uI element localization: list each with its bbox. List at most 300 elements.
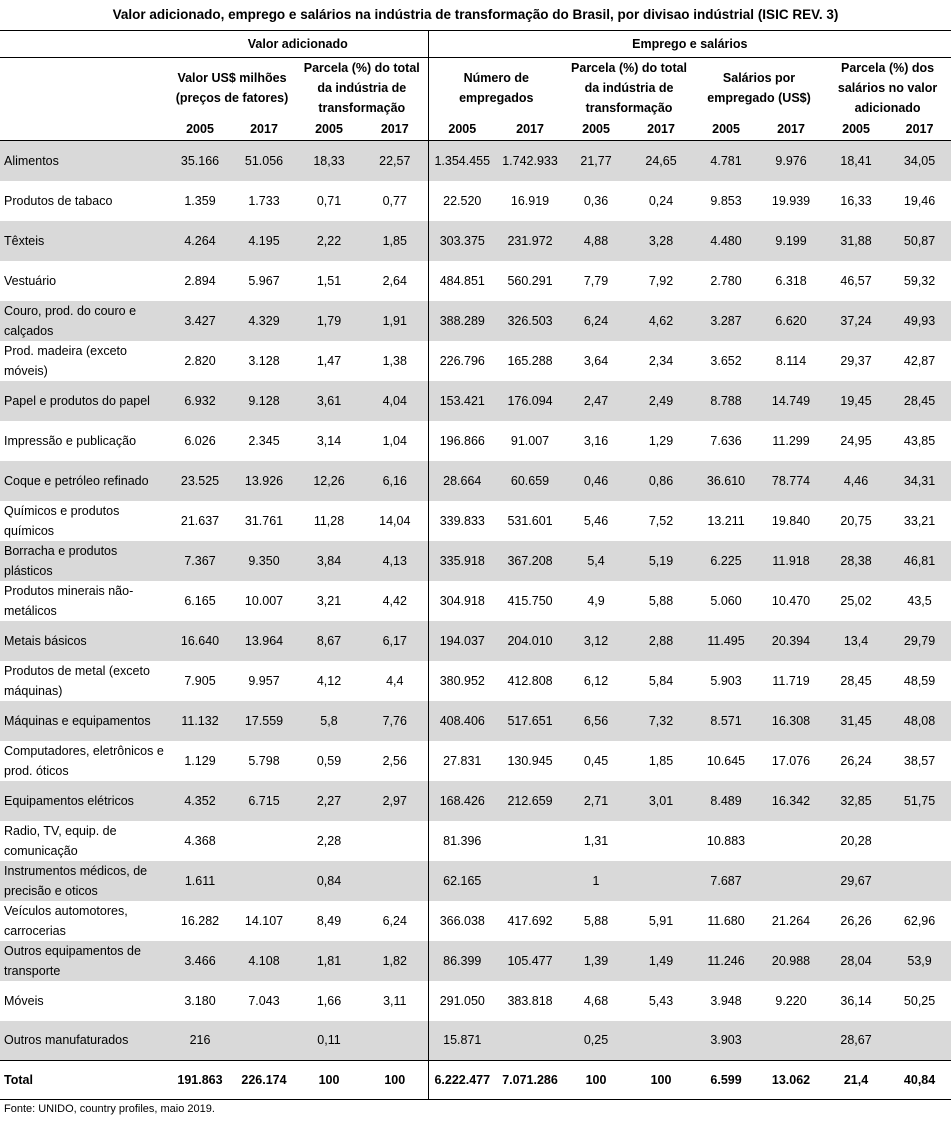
table-cell: 4,04	[362, 381, 428, 421]
table-cell: 1.359	[184, 193, 216, 208]
table-cell: 2,28	[316, 833, 342, 848]
total-cell: 226.174	[232, 1061, 296, 1100]
table-cell: 2,27	[296, 781, 362, 821]
table-cell: 3.427	[168, 301, 232, 341]
table-cell: 19.840	[771, 513, 811, 528]
table-cell: 28,45	[840, 673, 872, 688]
table-cell: 16,33	[840, 193, 872, 208]
table-cell: 4.480	[694, 221, 758, 261]
table-cell: 34,31	[888, 461, 951, 501]
table-cell: 4,13	[362, 541, 428, 581]
table-cell: 6,56	[564, 701, 628, 741]
table-cell: 1,85	[362, 221, 428, 261]
table-cell: 50,87	[888, 221, 951, 261]
table-cell: 5,8	[296, 701, 362, 741]
table-cell: 16.342	[758, 781, 824, 821]
table-cell: 8.114	[775, 353, 807, 368]
group-header-emprego: Emprego e salários	[428, 31, 951, 58]
table-cell: 4,62	[628, 301, 694, 341]
table-cell: 216	[168, 1021, 232, 1061]
table-cell: 3.652	[710, 353, 742, 368]
year-header: 2017	[758, 118, 824, 141]
table-cell: 16.640	[168, 621, 232, 661]
table-row	[0, 141, 951, 181]
subheader-parcela-salarios: Parcela (%) dos salários no valor adicionado	[837, 61, 938, 115]
table-cell: 4,42	[382, 593, 407, 608]
table-cell: 62.165	[428, 861, 496, 901]
table-row	[0, 461, 951, 501]
table-cell: 335.918	[428, 541, 496, 581]
total-cell: 21,4	[824, 1061, 888, 1100]
table-cell	[496, 1021, 564, 1061]
table-cell	[496, 821, 564, 861]
table-cell: 46,57	[840, 273, 872, 288]
table-cell: 7,76	[362, 701, 428, 741]
table-cell: 33,21	[903, 513, 936, 528]
table-row	[0, 781, 951, 821]
table-cell: 8.571	[694, 701, 758, 741]
table-row	[0, 701, 951, 741]
table-cell: 303.375	[428, 221, 496, 261]
table-body	[0, 141, 951, 1100]
total-cell: 6.222.477	[428, 1061, 496, 1100]
table-cell: 60.659	[496, 461, 564, 501]
table-cell: 168.426	[428, 781, 496, 821]
table-cell: 517.651	[496, 701, 564, 741]
table-cell: 2.780	[710, 273, 742, 288]
table-cell: 204.010	[496, 621, 564, 661]
table-row	[0, 941, 951, 981]
row-label: Produtos de tabaco	[4, 193, 113, 208]
table-cell: 3,28	[628, 221, 694, 261]
year-header: 2005	[168, 118, 232, 141]
table-cell: 18,41	[824, 141, 888, 181]
table-cell: 24,95	[840, 433, 872, 448]
table-cell: 6,17	[362, 621, 428, 661]
table-cell: 3,84	[296, 541, 362, 581]
table-cell: 29,79	[888, 621, 951, 661]
table-cell: 6.620	[758, 301, 824, 341]
table-cell: 4.781	[694, 141, 758, 181]
table-cell: 2,88	[628, 621, 694, 661]
table-cell: 4.368	[184, 833, 216, 848]
table-cell	[232, 1021, 296, 1061]
table-cell: 2,56	[382, 753, 407, 768]
table-row	[0, 221, 951, 261]
table-cell	[888, 1021, 951, 1061]
table-cell: 2,71	[564, 781, 628, 821]
total-cell: 40,84	[888, 1061, 951, 1100]
table-cell: 1,82	[362, 941, 428, 981]
table-cell: 48,59	[903, 673, 936, 688]
row-label: Impressão e publicação	[4, 433, 137, 448]
table-cell: 2.820	[184, 353, 216, 368]
table-cell: 81.396	[428, 821, 496, 861]
table-cell: 49,93	[888, 301, 951, 341]
table-cell: 10.470	[771, 593, 811, 608]
table-cell: 91.007	[510, 433, 550, 448]
total-cell: 100	[362, 1061, 428, 1100]
table-cell: 153.421	[428, 381, 496, 421]
table-title: Valor adicionado, emprego e salários na indústria de transformação do Brasil, por divisao indústrial (ISIC REV. 3)	[112, 7, 839, 22]
table-cell: 36,14	[840, 993, 872, 1008]
table-cell: 5.060	[710, 593, 742, 608]
row-label: Couro, prod. do couro e calçados	[0, 301, 168, 341]
table-cell: 6,12	[583, 673, 609, 688]
table-cell: 28,45	[888, 381, 951, 421]
year-header: 2017	[362, 118, 428, 141]
table-cell: 1.742.933	[496, 141, 564, 181]
table-cell: 28,04	[824, 941, 888, 981]
table-cell: 417.692	[507, 913, 553, 928]
table-row	[0, 541, 951, 581]
table-cell: 5,43	[648, 993, 674, 1008]
table-cell: 1,29	[648, 433, 674, 448]
table-row	[0, 1021, 951, 1061]
table-cell: 43,5	[907, 593, 932, 608]
table-cell: 11.680	[707, 913, 745, 928]
table-cell: 24,65	[628, 141, 694, 181]
table-cell: 3.180	[184, 993, 216, 1008]
table-cell: 3,16	[583, 433, 609, 448]
table-row	[0, 861, 951, 901]
table-cell: 11.719	[772, 673, 810, 688]
row-label: Veículos automotores, carrocerias	[4, 903, 128, 938]
table-cell: 0,36	[583, 193, 609, 208]
table-cell: 26,24	[840, 753, 872, 768]
table-cell: 19,45	[824, 381, 888, 421]
table-cell: 19,46	[903, 193, 936, 208]
table-cell: 50,25	[903, 993, 936, 1008]
group-header-valor-adicionado: Valor adicionado	[168, 31, 428, 58]
table-row	[0, 661, 951, 701]
subheader-valor: Valor US$ milhões (preços de fatores)	[175, 71, 289, 105]
table-cell: 6.225	[694, 541, 758, 581]
table-cell: 38,57	[903, 753, 936, 768]
table-cell: 51.056	[232, 141, 296, 181]
table-cell: 36.610	[694, 461, 758, 501]
total-cell: 13.062	[758, 1061, 824, 1100]
row-label: Produtos de metal (exceto máquinas)	[4, 663, 150, 698]
table-cell	[628, 821, 694, 861]
table-cell	[362, 821, 428, 861]
table-cell: 34,05	[888, 141, 951, 181]
year-header: 2017	[496, 118, 564, 141]
table-cell: 35.166	[168, 141, 232, 181]
table-cell: 3,21	[316, 593, 342, 608]
year-header: 2005	[296, 118, 362, 141]
total-cell: 100	[564, 1061, 628, 1100]
table-cell: 5,46	[583, 513, 609, 528]
table-cell: 1,39	[564, 941, 628, 981]
table-cell: 3.903	[694, 1021, 758, 1061]
row-label: Papel e produtos do papel	[0, 381, 168, 421]
table-cell: 31,88	[824, 221, 888, 261]
table-cell: 26,26	[840, 913, 872, 928]
table-cell: 6.026	[184, 433, 216, 448]
table-cell: 1.354.455	[428, 141, 496, 181]
table-cell: 78.774	[758, 461, 824, 501]
table-cell: 7.367	[168, 541, 232, 581]
table-cell: 1,38	[382, 353, 407, 368]
table-cell: 326.503	[496, 301, 564, 341]
table-cell: 25,02	[840, 593, 872, 608]
year-header: 2005	[564, 118, 628, 141]
table-cell: 0,45	[583, 753, 609, 768]
table-cell	[758, 1021, 824, 1061]
table-cell	[758, 821, 824, 861]
table-cell: 62,96	[903, 913, 936, 928]
row-label: Prod. madeira (exceto móveis)	[4, 343, 127, 378]
table-cell: 560.291	[507, 273, 553, 288]
table-cell: 32,85	[824, 781, 888, 821]
table-cell: 20,28	[840, 833, 872, 848]
table-cell: 5,84	[648, 673, 674, 688]
table-cell: 4,46	[824, 461, 888, 501]
table-cell: 9.976	[758, 141, 824, 181]
table-cell: 2,64	[382, 273, 407, 288]
table-cell: 10.645	[706, 753, 746, 768]
table-cell: 1,49	[628, 941, 694, 981]
table-cell: 367.208	[496, 541, 564, 581]
table-cell: 20.394	[758, 621, 824, 661]
table-cell: 176.094	[496, 381, 564, 421]
subheader-parcela-va: Parcela (%) do total da indústria de transformação	[303, 61, 420, 115]
year-header: 2005	[428, 118, 496, 141]
total-row	[0, 1061, 951, 1100]
total-cell: 6.599	[694, 1061, 758, 1100]
table-cell: 388.289	[428, 301, 496, 341]
table-cell: 20,75	[840, 513, 872, 528]
table-cell: 48,08	[888, 701, 951, 741]
table-cell: 29,67	[824, 861, 888, 901]
table-cell: 10.883	[706, 833, 746, 848]
table-cell: 105.477	[496, 941, 564, 981]
table-cell: 4.329	[232, 301, 296, 341]
table-cell: 3,12	[564, 621, 628, 661]
table-cell: 9.199	[758, 221, 824, 261]
table-cell: 130.945	[507, 753, 553, 768]
table-cell: 165.288	[507, 353, 553, 368]
table-cell: 8,49	[316, 913, 342, 928]
table-row	[0, 181, 951, 221]
table-cell: 13.964	[232, 621, 296, 661]
table-cell: 16.308	[758, 701, 824, 741]
row-label: Equipamentos elétricos	[0, 781, 168, 821]
table-cell: 29,37	[840, 353, 872, 368]
table-cell: 5,19	[628, 541, 694, 581]
table-cell: 412.808	[507, 673, 553, 688]
table-cell: 3.948	[710, 993, 742, 1008]
row-label: Metais básicos	[0, 621, 168, 661]
table-cell: 1,04	[382, 433, 407, 448]
table-cell: 5.967	[248, 273, 280, 288]
table-cell: 37,24	[824, 301, 888, 341]
table-cell: 4,9	[587, 593, 605, 608]
table-cell: 18,33	[296, 141, 362, 181]
table-cell: 31.761	[244, 513, 284, 528]
table-cell: 16.282	[180, 913, 220, 928]
table-cell: 43,85	[903, 433, 936, 448]
table-cell: 291.050	[428, 981, 496, 1021]
table-cell: 6.318	[775, 273, 807, 288]
table-cell: 14,04	[379, 513, 411, 528]
table-cell: 22.520	[428, 181, 496, 221]
table-cell: 14.749	[758, 381, 824, 421]
row-label: Têxteis	[0, 221, 168, 261]
table-cell: 2,22	[296, 221, 362, 261]
table-cell: 194.037	[428, 621, 496, 661]
table-row	[0, 381, 951, 421]
table-cell: 3,11	[383, 993, 407, 1008]
table-cell: 7.636	[710, 433, 742, 448]
table-cell: 212.659	[496, 781, 564, 821]
table-cell: 531.601	[507, 513, 553, 528]
table-cell: 1.733	[248, 193, 280, 208]
table-cell: 7.687	[694, 861, 758, 901]
table-cell: 22,57	[362, 141, 428, 181]
table-cell: 415.750	[507, 593, 553, 608]
table-cell: 17.559	[232, 701, 296, 741]
year-header: 2005	[694, 118, 758, 141]
year-header: 2005	[824, 118, 888, 141]
table-cell: 2,34	[648, 353, 674, 368]
table-cell: 2.894	[184, 273, 216, 288]
row-label: Vestuário	[4, 273, 57, 288]
row-label: Radio, TV, equip. de comunicação	[4, 823, 117, 858]
table-row	[0, 501, 951, 541]
table-row	[0, 261, 951, 301]
row-label: Químicos e produtos químicos	[4, 503, 120, 538]
table-cell: 0,84	[296, 861, 362, 901]
table-cell: 9.128	[232, 381, 296, 421]
table-cell: 13.211	[707, 513, 745, 528]
row-label: Coque e petróleo refinado	[0, 461, 168, 501]
year-header: 2017	[888, 118, 951, 141]
table-row	[0, 621, 951, 661]
table-cell: 1,47	[316, 353, 342, 368]
table-cell: 7,32	[628, 701, 694, 741]
table-cell: 14.107	[244, 913, 284, 928]
table-cell: 4.108	[232, 941, 296, 981]
table-cell: 3,14	[316, 433, 342, 448]
table-cell: 31,45	[824, 701, 888, 741]
table-cell: 3,61	[296, 381, 362, 421]
table-row	[0, 421, 951, 461]
table-cell: 7,92	[648, 273, 674, 288]
table-cell: 11.918	[758, 541, 824, 581]
table-row	[0, 581, 951, 621]
table-cell: 2.345	[248, 433, 280, 448]
table-cell: 21.637	[180, 513, 220, 528]
subheader-parcela-emprego: Parcela (%) do total da indústria de transformação	[571, 61, 688, 115]
table-cell: 1,51	[316, 273, 342, 288]
table-cell: 8.489	[694, 781, 758, 821]
table-cell: 11.246	[694, 941, 758, 981]
table-cell: 366.038	[428, 901, 496, 941]
table-cell: 0,86	[628, 461, 694, 501]
table-cell: 339.833	[428, 501, 496, 541]
table-cell: 3.287	[694, 301, 758, 341]
table-cell: 1.129	[184, 753, 216, 768]
total-cell: 100	[628, 1061, 694, 1100]
table-cell: 2,97	[362, 781, 428, 821]
table-cell: 226.796	[428, 341, 496, 381]
table-cell: 9.957	[248, 673, 280, 688]
table-cell: 11,28	[313, 513, 345, 528]
table-cell: 0,71	[316, 193, 342, 208]
table-cell: 9.220	[775, 993, 807, 1008]
row-label: Máquinas e equipamentos	[0, 701, 168, 741]
table-cell	[232, 861, 296, 901]
table-cell: 11.132	[168, 701, 232, 741]
table-cell	[362, 1021, 428, 1061]
table-cell: 5,4	[564, 541, 628, 581]
table-cell: 7,52	[648, 513, 674, 528]
table-cell: 11.299	[772, 433, 810, 448]
table-row	[0, 821, 951, 861]
table-cell: 304.918	[428, 581, 496, 621]
table-cell: 53,9	[888, 941, 951, 981]
table-cell: 4,68	[583, 993, 609, 1008]
table-cell: 0,59	[316, 753, 342, 768]
table-cell: 0,11	[296, 1021, 362, 1061]
row-label: Produtos minerais não-metálicos	[4, 583, 134, 618]
table-cell: 380.952	[428, 661, 496, 701]
table-cell: 42,87	[903, 353, 936, 368]
table-cell: 5,91	[648, 913, 674, 928]
table-cell: 1,31	[583, 833, 609, 848]
row-label: Computadores, eletrônicos e prod. óticos	[4, 743, 164, 778]
table-cell	[362, 861, 428, 901]
table-cell: 7,79	[583, 273, 609, 288]
table-cell: 1,81	[296, 941, 362, 981]
subheader-empregados: Número de empregados	[428, 58, 564, 119]
row-label: Instrumentos médicos, de precisão e oticos	[0, 861, 168, 901]
table-cell: 23.525	[168, 461, 232, 501]
total-cell: 100	[296, 1061, 362, 1100]
corner-cell	[0, 58, 168, 119]
table-cell: 5,88	[583, 913, 609, 928]
table-cell: 1.611	[168, 861, 232, 901]
table-row	[0, 981, 951, 1021]
row-label: Borracha e produtos plásticos	[0, 541, 168, 581]
table-cell: 4.195	[232, 221, 296, 261]
row-label: Alimentos	[0, 141, 168, 181]
table-cell: 5.798	[248, 753, 280, 768]
table-cell: 4.352	[168, 781, 232, 821]
table-cell: 9.853	[710, 193, 742, 208]
table-cell	[888, 821, 951, 861]
table-cell: 0,25	[564, 1021, 628, 1061]
table-cell: 3,64	[583, 353, 609, 368]
corner-cell	[0, 118, 168, 141]
table-cell: 5,88	[648, 593, 674, 608]
table-cell: 6.165	[184, 593, 216, 608]
table-cell: 4.264	[168, 221, 232, 261]
table-cell: 4,12	[316, 673, 342, 688]
table-cell: 27.831	[428, 741, 496, 781]
row-label: Outros equipamentos de transporte	[0, 941, 168, 981]
table-cell: 6,24	[382, 913, 407, 928]
table-cell: 86.399	[428, 941, 496, 981]
table-cell: 383.818	[507, 993, 553, 1008]
table-cell: 16.919	[510, 193, 550, 208]
source-note: Fonte: UNIDO, country profiles, maio 2019.	[4, 1103, 215, 1115]
table-cell: 51,75	[888, 781, 951, 821]
table-cell: 1,91	[362, 301, 428, 341]
table-cell: 11.495	[694, 621, 758, 661]
